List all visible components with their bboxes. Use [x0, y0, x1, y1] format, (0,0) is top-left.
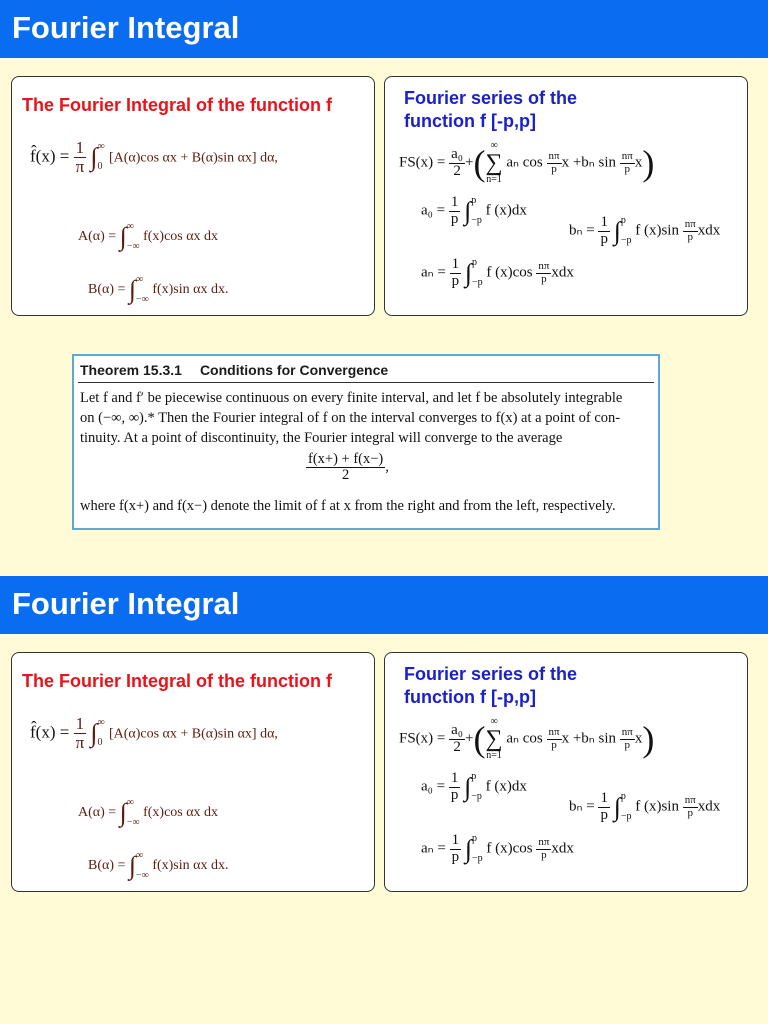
a0-frac-num: 1 [450, 194, 459, 210]
an-limits [472, 258, 483, 288]
a0-lhs: a₀ = [421, 778, 446, 795]
fhat-frac-num: 1 [74, 715, 87, 734]
fhat-limits [98, 718, 105, 748]
average-frac-num: f(x+) + f(x−) [308, 451, 384, 467]
fs-body-3: x [634, 730, 643, 747]
fourier-integral-heading: The Fourier Integral of the function f [22, 95, 332, 115]
integral-sign: ∫ [613, 216, 621, 246]
fourier-series-heading-line1: Fourier series of the [404, 88, 578, 108]
fs-frac-1 [547, 151, 562, 175]
an-npi-den: p [541, 272, 547, 285]
integral-sign: ∫ [90, 718, 98, 748]
fs-frac-1-den: p [551, 162, 557, 175]
integral-sign: ∫ [119, 222, 127, 251]
integral-sign: ∫ [119, 798, 127, 827]
fs-a0-num: a₀ [451, 721, 464, 738]
fourier-series-heading [404, 663, 577, 709]
bn-equation [569, 791, 720, 824]
fs-sum [486, 141, 503, 185]
B-equation [88, 851, 228, 881]
fs-body-1: aₙ cos [506, 730, 543, 747]
paren-close: ) [642, 719, 655, 759]
a0-limits [471, 196, 482, 226]
A-upper: ∞ [126, 797, 134, 808]
an-upper: p [471, 257, 477, 269]
B-upper: ∞ [136, 850, 144, 861]
A-limits [127, 222, 140, 252]
fs-sum-upper: ∞ [490, 716, 498, 727]
an-upper: p [471, 833, 477, 845]
an-frac-num: 1 [451, 256, 460, 272]
bn-lower: −p [620, 811, 632, 823]
fs-frac-1-den: p [551, 738, 557, 751]
B-lhs: B(α) = [88, 282, 126, 298]
fhat-frac-num: 1 [74, 139, 87, 158]
A-lhs: A(α) = [78, 805, 117, 821]
average-frac-comma: , [385, 459, 389, 476]
theorem-line-3: tinuity. At a point of discontinuity, the Fourier integral will converge to the average [80, 430, 563, 446]
fs-frac-1-num: nπ [548, 725, 560, 738]
fourier-series-box [384, 76, 748, 316]
average-frac [306, 452, 385, 483]
bn-upper: p [620, 215, 626, 227]
an-frac-den: p [451, 848, 460, 865]
an-frac [450, 257, 462, 290]
bn-upper: p [620, 791, 626, 803]
integral-sign: ∫ [464, 258, 472, 288]
bn-npi-num: nπ [684, 794, 696, 807]
A-equation [78, 222, 218, 252]
bn-frac-den: p [600, 230, 608, 247]
an-npi-num: nπ [538, 836, 550, 849]
A-lhs: A(α) = [78, 229, 117, 245]
theorem-average-fraction [306, 452, 389, 483]
a0-frac [449, 771, 461, 804]
fhat-equation [30, 715, 278, 752]
bn-body-2: xdx [697, 222, 721, 239]
fs-frac-2-num: nπ [621, 725, 633, 738]
fhat-frac-den: π [75, 732, 85, 752]
fourier-series-box [384, 652, 748, 892]
B-body: f(x)sin αx dx. [152, 858, 229, 874]
fs-frac-1-num: nπ [548, 149, 560, 162]
bn-frac [598, 791, 610, 824]
an-lower: −p [471, 853, 483, 865]
bn-body-2: xdx [697, 798, 721, 815]
slide-title: Fourier Integral [12, 586, 240, 621]
fs-body-2: x +bₙ sin [561, 730, 617, 747]
bn-lhs: bₙ = [569, 222, 595, 239]
an-equation [421, 833, 574, 866]
fs-frac-2 [620, 151, 635, 175]
theorem-heading [80, 362, 388, 378]
a0-lower: −p [471, 791, 482, 803]
bn-limits [621, 216, 632, 246]
bn-frac [598, 215, 610, 248]
integral-sign: ∫ [613, 792, 621, 822]
fs-lhs: FS(x) = [399, 154, 446, 171]
fhat-lower: 0 [97, 737, 103, 749]
bn-npi-num: nπ [684, 218, 696, 231]
A-lower: −∞ [126, 817, 140, 828]
fs-lhs: FS(x) = [399, 730, 446, 747]
fs-equation [399, 141, 654, 185]
a0-body: f (x)dx [485, 202, 527, 219]
a0-equation [421, 771, 527, 804]
theorem-divider [78, 382, 654, 383]
a0-frac-den: p [450, 210, 459, 227]
bn-lhs: bₙ = [569, 798, 595, 815]
fs-a0-den: 2 [453, 738, 461, 755]
fs-equation [399, 717, 654, 761]
integral-sign: ∫ [464, 196, 472, 226]
B-upper: ∞ [136, 274, 144, 285]
an-npi-den: p [541, 848, 547, 861]
sum-sign: ∑ [485, 150, 503, 176]
B-lhs: B(α) = [88, 858, 126, 874]
A-upper: ∞ [126, 221, 134, 232]
fs-sum-lower: n=1 [486, 750, 502, 761]
fs-frac-2-num: nπ [621, 149, 633, 162]
fhat-upper: ∞ [97, 717, 105, 729]
fourier-series-heading [404, 87, 577, 133]
fourier-series-heading-line2: function f [-p,p] [404, 111, 536, 131]
fs-frac-2 [620, 727, 635, 751]
a0-lhs: a₀ = [421, 202, 446, 219]
B-lower: −∞ [136, 294, 149, 305]
integral-sign: ∫ [90, 142, 98, 172]
an-lower: −p [471, 277, 483, 289]
fourier-series-heading-line1: Fourier series of the [404, 664, 578, 684]
fs-body-2: x +bₙ sin [561, 154, 617, 171]
fourier-series-heading-line2: function f [-p,p] [404, 687, 536, 707]
bn-npi-den: p [687, 230, 693, 243]
A-limits [127, 798, 140, 828]
bn-body-1: f (x)sin [635, 798, 679, 815]
slide-title: Fourier Integral [12, 10, 240, 45]
fs-frac-2-den: p [624, 738, 631, 751]
an-lhs: aₙ = [421, 840, 446, 857]
fs-plus: + [465, 730, 474, 747]
bn-equation [569, 215, 720, 248]
fs-sum-upper: ∞ [490, 140, 498, 151]
fs-plus: + [465, 154, 474, 171]
a0-frac [449, 195, 461, 228]
fourier-integral-box [11, 76, 375, 316]
title-bar [0, 576, 768, 634]
bn-frac-den: p [600, 806, 608, 823]
fs-frac-1 [547, 727, 562, 751]
A-body: f(x)cos αx dx [143, 229, 219, 245]
a0-equation [421, 195, 527, 228]
fhat-upper: ∞ [97, 141, 105, 153]
an-frac-npi [536, 837, 551, 861]
average-frac-den: 2 [342, 467, 350, 484]
a0-upper: p [471, 195, 477, 207]
fs-a0-frac [449, 723, 465, 756]
theorem-number: Theorem 15.3.1 [80, 362, 182, 378]
an-body-2: xdx [551, 264, 574, 281]
A-lower: −∞ [126, 241, 140, 252]
fhat-frac [74, 715, 87, 752]
paren-open: ( [473, 719, 486, 759]
fourier-integral-heading: The Fourier Integral of the function f [22, 671, 332, 691]
bn-lower: −p [620, 235, 632, 247]
B-limits [136, 851, 149, 881]
fs-sum [486, 717, 503, 761]
fs-body-3: x [634, 154, 643, 171]
a0-frac-den: p [450, 786, 459, 803]
an-body-1: f (x)cos [486, 264, 533, 281]
B-limits [136, 275, 149, 305]
fhat-equation [30, 139, 278, 176]
integral-sign: ∫ [464, 834, 472, 864]
fhat-frac [74, 139, 87, 176]
a0-lower: −p [471, 215, 482, 227]
theorem-line-4: where f(x+) and f(x−) denote the limit of f at x from the right and from the left, respectively. [80, 498, 616, 514]
fhat-limits [98, 142, 105, 172]
bn-frac-num: 1 [600, 214, 608, 230]
bn-frac-npi [683, 219, 698, 243]
bn-frac-npi [683, 795, 698, 819]
fs-a0-den: 2 [453, 162, 461, 179]
fourier-integral-box [11, 652, 375, 892]
title-bar [0, 0, 768, 58]
fhat-frac-den: π [75, 156, 85, 176]
integral-sign: ∫ [464, 772, 472, 802]
A-equation [78, 798, 218, 828]
fhat-body: [A(α)cos αx + B(α)sin αx] dα, [108, 150, 278, 166]
an-equation [421, 257, 574, 290]
paren-close: ) [642, 143, 655, 183]
bn-limits [621, 792, 632, 822]
fs-a0-num: a₀ [451, 145, 464, 162]
integral-sign: ∫ [128, 275, 137, 304]
A-body: f(x)cos αx dx [143, 805, 219, 821]
B-body: f(x)sin αx dx. [152, 282, 229, 298]
bn-body-1: f (x)sin [635, 222, 679, 239]
B-equation [88, 275, 228, 305]
a0-frac-num: 1 [450, 770, 459, 786]
an-body-1: f (x)cos [486, 840, 533, 857]
an-limits [472, 834, 483, 864]
an-frac [450, 833, 462, 866]
fhat-lhs: f̂(x) = [30, 146, 70, 166]
bn-frac-num: 1 [600, 790, 608, 806]
paren-open: ( [473, 143, 486, 183]
an-frac-den: p [451, 272, 460, 289]
an-npi-num: nπ [538, 260, 550, 273]
sum-sign: ∑ [485, 726, 503, 752]
theorem-name: Conditions for Convergence [199, 362, 389, 378]
fs-body-1: aₙ cos [506, 154, 543, 171]
an-frac-num: 1 [451, 832, 460, 848]
a0-limits [471, 772, 482, 802]
a0-upper: p [471, 771, 477, 783]
fs-sum-lower: n=1 [486, 174, 502, 185]
a0-body: f (x)dx [485, 778, 527, 795]
B-lower: −∞ [136, 870, 149, 881]
fhat-lhs: f̂(x) = [30, 722, 70, 742]
integral-sign: ∫ [128, 851, 137, 880]
an-frac-npi [536, 261, 551, 285]
fhat-body: [A(α)cos αx + B(α)sin αx] dα, [108, 726, 278, 742]
an-lhs: aₙ = [421, 264, 446, 281]
theorem-line-1: Let f and f′ be piecewise continuous on every finite interval, and let f be absolutely integrable [80, 390, 623, 406]
fs-frac-2-den: p [624, 162, 631, 175]
fs-a0-frac [449, 147, 465, 180]
theorem-box [72, 354, 660, 530]
an-body-2: xdx [551, 840, 574, 857]
fhat-lower: 0 [97, 161, 103, 173]
theorem-line-2: on (−∞, ∞).* Then the Fourier integral of f on the interval converges to f(x) at a point of con- [80, 410, 621, 426]
bn-npi-den: p [687, 806, 693, 819]
